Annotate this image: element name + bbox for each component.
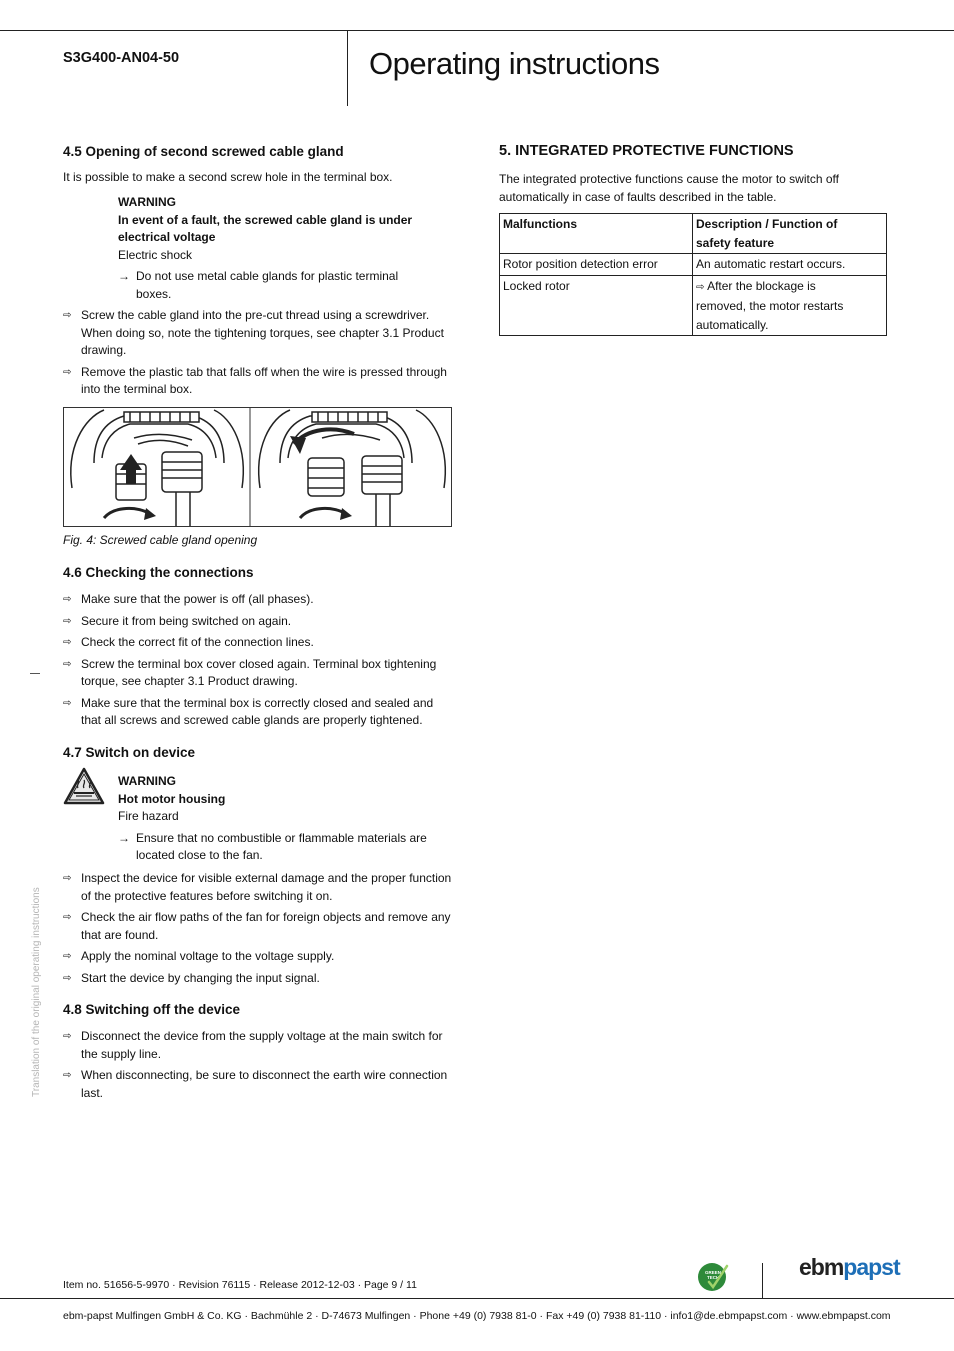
brand-part-papst: papst xyxy=(843,1254,900,1280)
list-item-line: When doing so, note the tightening torques, see chapter 3.1 Product xyxy=(81,325,444,340)
table-header-malfunctions: Malfunctions xyxy=(500,214,693,254)
warning-action xyxy=(118,268,448,303)
bullet-arrow-icon: ⇨ xyxy=(63,366,72,378)
list-item-line: last. xyxy=(81,1085,104,1100)
section-4-5-heading: 4.5 Opening of second screwed cable gland xyxy=(63,144,344,159)
list-item-line: of the protective features before switching it on. xyxy=(81,888,333,903)
greentech-text-1: GREEN xyxy=(705,1270,722,1275)
sidebar-translation-note: Translation of the original operating instructions xyxy=(31,887,42,1097)
list-item-line: Make sure that the terminal box is correctly closed and sealed and xyxy=(81,695,434,710)
warning-electrical xyxy=(118,194,448,303)
section-4-8-steps xyxy=(63,1028,453,1106)
list-item xyxy=(63,634,453,652)
list-item-line: Check the air flow paths of the fan for foreign objects and remove any xyxy=(81,910,451,924)
model-number: S3G400-AN04-50 xyxy=(63,50,180,66)
list-item-line: torque, see chapter 3.1 Product drawing. xyxy=(81,674,298,688)
warning-title: Hot motor housing xyxy=(118,791,226,806)
footer-address: ebm-papst Mulfingen GmbH & Co. KG · Bachmühle 2 · D-74673 Mulfingen · Phone +49 (0) 7938 81-0 · Fax +49 (0) 7938 81-110 · info1@de.ebmpapst.com · www.ebmpapst.com xyxy=(63,1310,891,1322)
header-top-rule xyxy=(0,30,954,31)
bullet-arrow-icon: ⇨ xyxy=(63,594,72,605)
header-divider xyxy=(347,30,348,106)
list-item xyxy=(63,948,453,966)
warning-hot-housing xyxy=(118,773,448,865)
list-item-line: When disconnecting, be sure to disconnect the earth wire connection xyxy=(81,1068,448,1082)
section-4-6-heading: 4.6 Checking the connections xyxy=(63,565,254,580)
list-item xyxy=(63,970,453,988)
section-5-heading: 5. INTEGRATED PROTECTIVE FUNCTIONS xyxy=(499,143,794,159)
margin-tick xyxy=(30,673,40,674)
warning-title-line1: In event of a fault, the screwed cable gland is under xyxy=(118,212,413,227)
cable-gland-illustration xyxy=(64,408,451,526)
bullet-arrow-icon: ⇨ xyxy=(63,873,72,884)
list-item xyxy=(63,909,453,944)
bullet-arrow-icon: ⇨ xyxy=(63,310,72,321)
table-cell-line: removed, the motor restarts xyxy=(696,299,844,313)
table-header-row xyxy=(500,214,887,254)
section-4-8-heading: 4.8 Switching off the device xyxy=(63,1002,241,1017)
table-cell-line: automatically. xyxy=(696,317,769,332)
bullet-arrow-icon: ⇨ xyxy=(63,912,72,923)
bullet-arrow-icon: ⇨ xyxy=(63,972,72,984)
footer-divider xyxy=(762,1263,763,1299)
protective-functions-table xyxy=(499,213,887,336)
list-item-line: Screw the terminal box cover closed again. Terminal box tightening xyxy=(81,656,437,671)
warning-hazard: Fire hazard xyxy=(118,809,179,823)
list-item-line: the supply line. xyxy=(81,1046,162,1061)
table-row xyxy=(500,254,887,276)
footer-item-info: Item no. 51656-5-9970 · Revision 76115 · Release 2012-12-03 · Page 9 / 11 xyxy=(63,1279,417,1291)
table-header-description-line2: safety feature xyxy=(696,235,775,250)
bullet-arrow-icon: ⇨ xyxy=(63,1070,72,1081)
warning-action-line1: Ensure that no combustible or flammable materials are xyxy=(136,830,427,845)
figure-cable-gland xyxy=(63,407,452,527)
figure-caption: Fig. 4: Screwed cable gland opening xyxy=(63,533,258,547)
warning-action-line1: Do not use metal cable glands for plastic terminal xyxy=(136,269,399,283)
warning-label: WARNING xyxy=(118,195,176,209)
list-item-line: that are found. xyxy=(81,927,159,942)
warning-action xyxy=(118,830,448,865)
section-5-intro-line2: automatically in case of faults described in the table. xyxy=(499,189,777,204)
warning-action-line2: boxes. xyxy=(136,286,172,301)
greentech-badge-icon xyxy=(697,1262,729,1292)
list-item-line: Disconnect the device from the supply voltage at the main switch for xyxy=(81,1029,443,1043)
bullet-arrow-icon: ⇨ xyxy=(63,951,72,962)
list-item-line: that all screws and screwed cable glands are properly tightened. xyxy=(81,713,423,727)
section-4-6-steps xyxy=(63,591,453,734)
arrow-icon: → xyxy=(118,830,130,845)
bullet-arrow-icon: ⇨ xyxy=(696,281,705,293)
ebmpapst-logo xyxy=(799,1254,900,1280)
bullet-arrow-icon: ⇨ xyxy=(63,615,72,627)
list-item-line: drawing. xyxy=(81,343,127,357)
list-item-line: Remove the plastic tab that falls off when the wire is pressed through xyxy=(81,364,447,379)
list-item-line: Start the device by changing the input signal. xyxy=(81,970,320,985)
section-5-intro-line1: The integrated protective functions cause the motor to switch off xyxy=(499,172,839,186)
list-item-line: Screw the cable gland into the pre-cut thread using a screwdriver. xyxy=(81,308,430,322)
table-header-description-line1: Description / Function of xyxy=(696,217,838,231)
table-cell-line: After the blockage is xyxy=(707,278,816,293)
list-item xyxy=(63,307,453,360)
list-item xyxy=(63,656,453,691)
list-item xyxy=(63,591,453,609)
warning-hazard: Electric shock xyxy=(118,247,193,262)
table-cell: Locked rotor xyxy=(500,275,693,336)
warning-title-line2: electrical voltage xyxy=(118,230,216,244)
list-item xyxy=(63,364,453,399)
list-item xyxy=(63,870,453,905)
hot-surface-warning-icon xyxy=(63,767,105,805)
list-item-line: Secure it from being switched on again. xyxy=(81,613,292,628)
greentech-text-2: TECH xyxy=(707,1275,720,1280)
list-item-line: Make sure that the power is off (all phases). xyxy=(81,592,314,606)
table-cell xyxy=(693,275,887,336)
document-title: Operating instructions xyxy=(369,46,660,81)
arrow-icon: → xyxy=(118,269,130,283)
table-row xyxy=(500,275,887,336)
section-5-intro xyxy=(499,171,839,206)
section-4-7-heading: 4.7 Switch on device xyxy=(63,745,196,760)
list-item-line: Apply the nominal voltage to the voltage supply. xyxy=(81,949,335,963)
list-item xyxy=(63,613,453,631)
bullet-arrow-icon: ⇨ xyxy=(63,637,72,648)
list-item xyxy=(63,1028,453,1063)
bullet-arrow-icon: ⇨ xyxy=(63,1031,72,1042)
section-4-7-steps xyxy=(63,870,453,991)
table-header-description xyxy=(693,214,887,254)
brand-part-ebm: ebm xyxy=(799,1254,844,1280)
bullet-arrow-icon: ⇨ xyxy=(63,697,72,709)
footer-rule xyxy=(0,1298,954,1299)
list-item-line: Check the correct fit of the connection lines. xyxy=(81,635,314,649)
section-4-5-steps xyxy=(63,307,453,403)
warning-action-line2: located close to the fan. xyxy=(136,848,263,862)
warning-label: WARNING xyxy=(118,774,176,788)
section-4-5-intro: It is possible to make a second screw hole in the terminal box. xyxy=(63,170,393,184)
list-item xyxy=(63,695,453,730)
list-item-line: into the terminal box. xyxy=(81,382,193,396)
list-item-line: Inspect the device for visible external damage and the proper function xyxy=(81,871,452,885)
table-cell: An automatic restart occurs. xyxy=(693,254,887,276)
list-item xyxy=(63,1067,453,1102)
table-cell: Rotor position detection error xyxy=(500,254,693,276)
bullet-arrow-icon: ⇨ xyxy=(63,658,72,670)
